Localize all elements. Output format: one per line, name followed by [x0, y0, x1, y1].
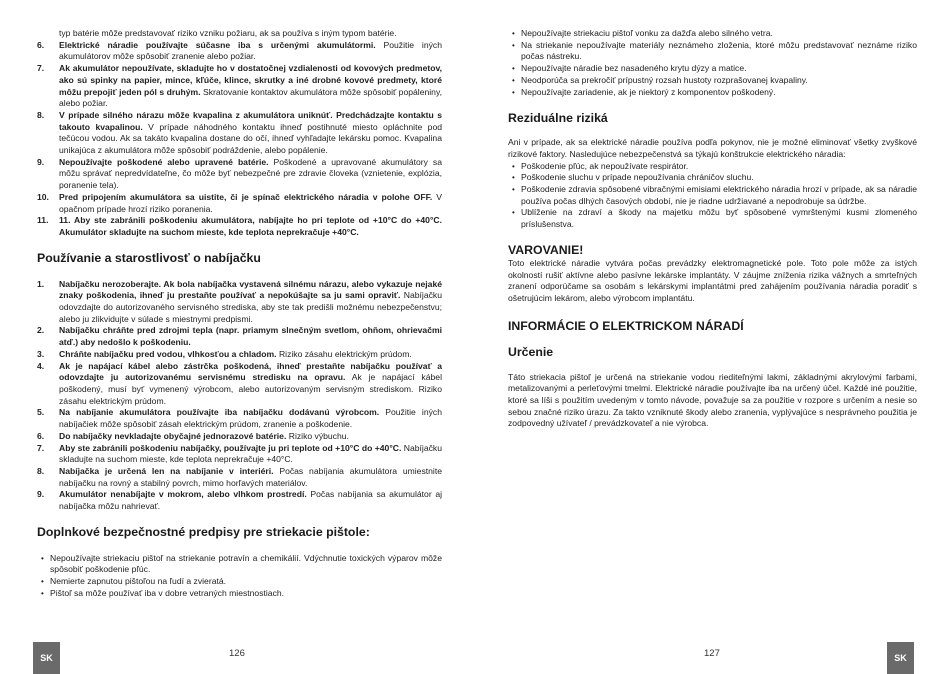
bullet-text: Poškodenie sluchu v prípade nepoužívania chráničov sluchu.: [521, 172, 754, 183]
bullet-icon: •: [512, 173, 515, 183]
tool-info-heading: INFORMÁCIE O ELEKTRICKOM NÁRADÍ: [508, 318, 744, 333]
list-item-emphasis: Nabíjačku nerozoberajte. Ak bola nabíjačka vystavená silnému nárazu, alebo vykazuje nejaké znaky poškodenia, ihneď ju prestaňte používať a nepokúšajte sa ju sami opraviť.: [59, 278, 442, 301]
bullet-item: [37, 576, 442, 588]
list-item-text: Použitie iných nabíjačiek môže spôsobiť zásah elektrickým prúdom, zranenie a poškodenie.: [59, 407, 442, 430]
list-item: [37, 431, 442, 443]
bullet-icon: •: [512, 161, 515, 171]
battery-safety-list: [37, 28, 442, 239]
bullet-text: Nepoužívajte striekaciu pištoľ na striekanie potravín a chemikálií. Vdýchnutie toxických výparov môže spôsobiť poškodenie pľúc.: [50, 552, 442, 575]
list-item-number: 8.: [37, 109, 45, 120]
bullet-item: [508, 75, 917, 87]
bullet-text: Pištoľ sa môže používať iba v dobre vetraných miestnostiach.: [50, 587, 285, 598]
bullet-item: [508, 184, 917, 207]
list-item: [37, 349, 442, 361]
list-item: [37, 466, 442, 489]
list-item-emphasis: Nepoužívajte poškodené alebo upravené batérie.: [59, 156, 269, 167]
bullet-item: [508, 87, 917, 99]
list-item-number: 9.: [37, 156, 45, 167]
intended-use-paragraph: Táto striekacia pištoľ je určená na striekanie vodou riediteľnými lakmi, základnými akrylovými farbami, metalizovanými a perleťovými tmelmi. Elektrické náradie používajte iba na určený účel. Každé iné použitie, ktoré sa líši s použitím uvedeným v tomto návode, považuje sa za použitie v rozpore s určením a nesie so sebou značné riziko úrazu. Za takto vzniknuté škody alebo zranenia, vyplývajúce s nesprávneho použitia je zodpovedný užívateľ / prevádzkovateľ a nie výrobca.: [508, 371, 917, 429]
bullet-text: Ublíženie na zdraví a škody na majetku môžu byť spôsobené vymrštenými kusmi zlomeného príslušenstva.: [521, 207, 917, 230]
bullet-item: [37, 588, 442, 600]
list-item: [37, 325, 442, 348]
bullet-text: Nepoužívajte zariadenie, ak je niektorý z komponentov poškodený.: [521, 86, 776, 97]
list-item: [37, 361, 442, 408]
list-item-emphasis: 11. Aby ste zabránili poškodeniu akumulátora, nabíjajte ho pri teplote od +10°C do +40°C. Akumulátor skladujte na suchom mieste, kde teplota neprekračuje +40°C.: [59, 215, 442, 237]
bullet-item: [37, 553, 442, 576]
list-item-text: Počas nabíjania akumulátora umiestnite nabíjačku na rovný a stabilný povrch, mimo horľavých materiálov.: [59, 465, 442, 488]
list-item: [37, 215, 442, 238]
list-item-number: 10.: [37, 191, 49, 202]
list-item-text: Poškodené a upravované akumulátory sa môžu správať nepredvídateľne, čo môže byť nebezpečné pre zdravie človeka (vznietenie, explózia, poranenie tela).: [59, 156, 442, 191]
list-item: [37, 110, 442, 157]
list-item-emphasis: Aby ste zabránili poškodeniu nabíjačky, používajte ju pri teplote od +10°C do +40°C.: [59, 442, 402, 453]
list-item-text: Riziko zásahu elektrickým prúdom.: [276, 348, 412, 359]
intended-use-heading: Určenie: [508, 344, 554, 359]
list-item-emphasis: Pred pripojením akumulátora sa uistite, či je spínač elektrického náradia v polohe OFF.: [59, 191, 433, 202]
residual-risks-heading: Reziduálne riziká: [508, 111, 608, 126]
list-item-text: Nabíjačku skladujte na suchom mieste, kde teplota neprekračuje +40°C.: [59, 442, 442, 465]
list-item-text: Skratovanie kontaktov akumulátora môže spôsobiť popáleniny, alebo požiar.: [59, 86, 443, 109]
bullet-icon: •: [512, 64, 515, 74]
list-item-text: V opačnom prípade hrozí riziko poranenia.: [59, 191, 442, 214]
list-item-number: 4.: [37, 360, 45, 371]
list-item-emphasis: Akumulátor nenabíjajte v mokrom, alebo vlhkom prostredí.: [59, 489, 307, 500]
warning-paragraph: Toto elektrické náradie vytvára počas prevádzky elektromagnetické pole. Toto pole môže za istých okolností rušiť aktívne alebo pasívne lekárske implantáty. V záujme zníženia rizika vážnych a smrteľných zranení odporúčame sa osobám s lekárskymi implantátmi pred zahájením používania náradia poradiť s ošetrujúcim lekárom, alebo výrobcom implantátu.: [508, 257, 917, 303]
list-item-emphasis: Ak je napájací kábel alebo zástrčka poškodená, ihneď prestaňte nabíjačku používať a odovzdajte ju autorizovanému servisnému stredisku na opravu.: [59, 360, 442, 383]
list-item: [37, 489, 442, 512]
list-item-number: 7.: [37, 63, 45, 74]
language-tab-left: SK: [33, 642, 60, 674]
list-item-number: 7.: [37, 442, 45, 453]
list-item: [37, 407, 442, 430]
list-item-emphasis: Ak akumulátor nepoužívate, skladujte ho v dostatočnej vzdialenosti od kovových predmetov, ako sú spinky na papier, mince, kľúče, klince, skrutky a iné drobné kovové predmety, ktoré môžu prepojiť jeden pól s druhým.: [59, 63, 442, 97]
list-item-number: 6.: [37, 39, 45, 50]
list-item: [37, 279, 442, 326]
bullet-item: [508, 207, 917, 230]
list-item: [37, 157, 442, 192]
list-item-emphasis: Na nabíjanie akumulátora používajte iba nabíjačku dodávanú výrobcom.: [59, 407, 380, 418]
bullet-icon: •: [512, 185, 515, 195]
bullet-item: [508, 161, 917, 173]
bullet-item: [508, 40, 917, 63]
bullet-icon: •: [41, 553, 44, 563]
bullet-text: Na striekanie nepoužívajte materiály neznámeho zloženia, ktoré môžu predstavovať neznáme riziko počas nástreku.: [521, 39, 917, 62]
bullet-text: Nemierte zapnutou pištoľou na ľudí a zvieratá.: [50, 576, 227, 587]
list-item-text: Riziko výbuchu.: [286, 430, 349, 441]
bullet-icon: •: [41, 577, 44, 587]
bullet-text: Neodporúča sa prekročiť prípustný rozsah hustoty rozprašovanej kvapaliny.: [521, 74, 808, 85]
list-item-text: Použitie iných akumulátorov môže spôsobiť zranenie alebo požiar.: [59, 39, 442, 62]
list-item: [37, 40, 442, 63]
list-item: [37, 443, 442, 466]
list-item-emphasis: Chráňte nabíjačku pred vodou, vlhkosťou a chladom.: [59, 348, 277, 359]
spray-gun-bullet-list: [37, 553, 442, 600]
list-item-number: 3.: [37, 348, 45, 359]
bullet-text: Nepoužívajte striekaciu pištoľ vonku za dažďa alebo silného vetra.: [521, 28, 773, 38]
bullet-item: [508, 28, 917, 40]
list-item-emphasis: Do nabíjačky nevkladajte obyčajné jednorazové batérie.: [59, 430, 287, 441]
page-number-right: 127: [704, 648, 720, 659]
bullet-item: [508, 63, 917, 75]
list-item-text: Počas nabíjania sa akumulátor aj nabíjačka môžu nahrievať.: [59, 489, 443, 512]
language-tab-right: SK: [887, 642, 914, 674]
list-item-number: 2.: [37, 325, 45, 336]
bullet-item: [508, 172, 917, 184]
spray-gun-bullet-list-continued: [508, 28, 917, 98]
page-number-left: 126: [229, 648, 245, 659]
list-item-emphasis: V prípade silného nárazu môže kvapalina z akumulátora uniknúť. Predchádzajte kontaktu s takouto kvapalinou.: [59, 109, 442, 132]
bullet-icon: •: [512, 40, 515, 50]
list-item-text: V prípade náhodného kontaktu ihneď postihnuté miesto opláchnite pod tečúcou vodou. Ak sa takáto kvapalina dostane do očí, ihneď vyhľadajte lekársku pomoc. Kvapalina unikajúca z akumulátora môže spôsobiť podráždenie, alebo popálenie.: [59, 121, 443, 156]
spray-gun-safety-heading: Doplnkové bezpečnostné predpisy pre striekacie pištole:: [37, 524, 370, 539]
right-page: [508, 28, 917, 430]
residual-risks-list: [508, 161, 917, 231]
list-item-number: 8.: [37, 465, 45, 476]
bullet-text: Nepoužívajte náradie bez nasadeného krytu dýzy a matice.: [521, 63, 747, 74]
warning-heading: VAROVANIE!: [508, 242, 584, 257]
list-item-text: Ak je napájací kábel poškodený, musí byť vymenený výrobcom, alebo autorizovaným servisným strediskom. Riziko zásahu elektrickým prúdom.: [59, 372, 442, 406]
bullet-text: Poškodenie pľúc, ak nepoužívate respirátor.: [521, 160, 689, 171]
list-item: [37, 63, 442, 110]
list-item: [37, 192, 442, 215]
list-item: [37, 28, 442, 40]
left-page: [37, 28, 442, 600]
list-item-number: 9.: [37, 489, 45, 500]
bullet-icon: •: [41, 588, 44, 598]
residual-risks-intro: Ani v prípade, ak sa elektrické náradie používa podľa pokynov, nie je možné eliminovať všetky zvyškové rizikové faktory. Nasledujúce nebezpečenstvá sa týkajú konštrukcie elektrického náradia:: [508, 137, 917, 159]
list-item-text: Nabíjačku odovzdajte do autorizovaného servisného strediska, aby ste tak predišli možnému nebezpečenstvu; alebo ju zlikvidujte v súlade s miestnymi predpismi.: [59, 290, 442, 324]
list-item-number: 11.: [37, 215, 49, 226]
charger-care-heading: Používanie a starostlivosť o nabíjačku: [37, 250, 261, 265]
list-item-emphasis: Nabíjačku chráňte pred zdrojmi tepla (napr. priamym slnečným svetlom, ohňom, ohrievačmi atď.) aby nedošlo k poškodeniu.: [59, 325, 442, 348]
bullet-text: Poškodenie zdravia spôsobené vibračnými emisiami elektrického náradia hrozí v prípade, ak sa náradie používa počas dlhých časových období, nie je riadne udržiavané a nepodrobuje sa údržbe.: [521, 184, 917, 206]
bullet-icon: •: [512, 29, 515, 38]
list-item-number: 5.: [37, 407, 45, 418]
list-item-number: 1.: [37, 278, 45, 289]
charger-safety-list: [37, 279, 442, 513]
bullet-icon: •: [512, 208, 515, 218]
list-item-emphasis: Nabíjačka je určená len na nabíjanie v interiéri.: [59, 465, 274, 476]
bullet-icon: •: [512, 87, 515, 97]
list-item-number: 6.: [37, 430, 45, 441]
list-item-text: typ batérie môže predstavovať riziko vzniku požiaru, ak sa používa s iným typom batérie.: [59, 28, 397, 38]
list-item-emphasis: Elektrické náradie používajte súčasne iba s určenými akumulátormi.: [59, 39, 376, 50]
bullet-icon: •: [512, 75, 515, 85]
